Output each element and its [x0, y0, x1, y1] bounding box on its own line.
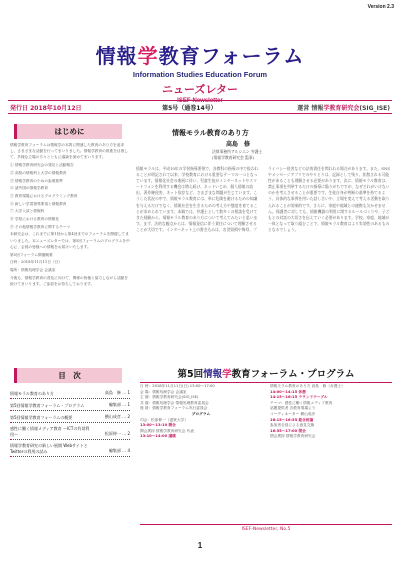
toc-item-author: 高島 修 … 1 [104, 390, 130, 395]
toc-item-title: 第5回情報学教育フォーラム・プログラム [10, 402, 85, 408]
intro-paragraph: 今後も、情報学教育の普及に向けて、関係の皆様と協力しながら活動を続けてまいります。ご参加をお待ちしております。 [10, 275, 128, 286]
intro-paragraph: 本研究会は、これまでに第1回から第4回までのフォーラムを開催してまいりました。本ニューズレターでは、第5回フォーラムのプログラムを中心に、会員の皆様への情報をお届けいたします。 [10, 232, 130, 249]
toc-item-author: 松原伸一 … 2 [104, 431, 130, 436]
intro-paragraph: ⑨ その他情報学教育に関するテーマ [10, 224, 71, 229]
program-item: 主 催：情報学教育研究会(SIG_ISE) [140, 395, 199, 400]
program-item: 13:00〜13:10 開会 [140, 423, 176, 428]
program-item: 会 場：情報処理学会 会議室 [140, 389, 187, 394]
intro-paragraph: ⑥ 新しい学習指導要領と情報教育 [10, 201, 67, 206]
program-item: 後 援：情報学教育フォーラム実行委員会 [140, 406, 208, 411]
masthead-subtitle: Information Studies Education Forum [132, 70, 268, 79]
program-item: 話題提供者 各教育現場より [270, 406, 316, 411]
program-item: 14:15〜16:15 ラウンドテーブル [270, 395, 328, 400]
toc-item-title: 情報モラル教育のあり方 [10, 390, 54, 396]
intro-paragraph: ③ 情報学教育のための参照基準 [10, 178, 63, 183]
feature-article [136, 124, 392, 342]
publish-date: 発行日 2018年10月12日 [10, 104, 82, 112]
intro-paragraph: 場所：情報処理学会 会議室 [10, 267, 56, 272]
program-item: 司会：松原伸一（滋賀大学） [140, 417, 188, 422]
intro-paragraph: ② 高校の情報科と大学の情報教育 [10, 170, 67, 175]
intro-paragraph: 情報学教育フォーラムは情報学の本質に関連した教育のあり方を追求し、さまざまな活動を行ってまいりました。情報学教育の推進を目指して、多様な立場の方々とともに議論を深めてまいります。 [10, 143, 128, 160]
program-title-post: 教育フォーラム・プログラム [231, 369, 355, 380]
article-body: 情報モラルは、平成10年の学習指導要領で、各教科の指導の中で扱われることが明記されて以来、学校教育における重要なテーマの一つとなっています。情報化社会の進展に伴い、児童生徒がインターネットやスマートフォンを利用する機会は増え続け、ネットいじめ、個人情報の流出、著作権侵害、ネット依存など、さまざまな問題が生じています。こうした状況の中で、情報モラル教育には、単に危険を避けるための知識を与えるだけでなく、情報社会を生きるための考え方や態度を育てることが求められています。本稿では、弁護士として数多くの相談を受けてきた経験から、情報モラル教育のあり方について考えてみたいと思います。まず、法的な観点からは、情報発信に伴う責任について理解させることが大切です。インターネット上の書き込みは、名誉毀損や侮辱、プライバシー侵害などの法的責任を問われる場合があります。また、SNSやメッセージアプリでのやりとりは、記録として残り、拡散される可能性があることも理解させる必要があります。次に、情報モラル教育は、禁止事項を列挙するだけの指導に陥りがちですが、なぜそれがいけないのかを考えさせることが重要です。生徒自身が判断の基準を持てるよう、具体的な事例を用いた話し合いや、立場を変えて考える活動を取り入れることが効果的です。さらに、家庭や地域との連携も欠かせません。保護者に対しても、情報機器の利用に関するルールづくりや、子どもとの対話の大切さを伝えていく必要があります。学校、家庭、地域が一体となって取り組むことで、情報モラル教育はより実効性のあるものとなるでしょう。 [136, 166, 390, 232]
program-title-highlight-2: 学 [222, 369, 232, 380]
masthead-title-highlight: 学 [137, 44, 159, 68]
intro-section [10, 142, 130, 360]
program-item: 13:10〜14:00 講演 [140, 434, 176, 439]
article-author: 高島 修 [226, 141, 251, 148]
program-item: 14:00〜14:15 休憩 [270, 389, 306, 394]
table-of-contents [10, 387, 130, 457]
intro-paragraph: ④ 諸外国の情報学教育 [10, 186, 49, 191]
page-number: 1 [197, 541, 203, 550]
intro-paragraph: 日時：2018年11月11日（日） [10, 260, 62, 265]
toc-item-author: 編集部 … 4 [108, 448, 130, 453]
masthead-newsletter: ニューズレター [161, 83, 238, 96]
toc-item-title: 感性に働く情報メディア教育 〜ICTの有効利用〜 [10, 426, 90, 437]
toc-heading: 目 次 [14, 368, 122, 383]
article-affiliation-2: (情報学教育研究会 監事) [212, 155, 255, 160]
program-item: 情報モラル教育のあり方 高島 修（弁護士） [270, 384, 345, 388]
masthead-title-post: 教育フォーラム [158, 44, 305, 68]
program-item: コーディネーター 横山成彦 [270, 411, 316, 416]
organization-highlight: 学教育研究会 [323, 104, 360, 112]
masthead-isef: ISEF-Newsletter [177, 98, 223, 104]
toc-item[interactable] [10, 399, 130, 411]
article-affiliation-1: 法律事務所アルシエン 弁護士 [212, 149, 263, 154]
program-title-highlight: 情報 [203, 369, 223, 380]
toc-item[interactable] [10, 411, 130, 423]
toc-item-author: 編集部 … 1 [108, 402, 130, 407]
program-item: 参加者全員による意見交換 [270, 423, 315, 428]
article-title: 情報モラル教育のあり方 [172, 129, 249, 137]
program-item: 日 時：2018年11月11日(日) 13:00〜17:00 [140, 384, 215, 388]
intro-paragraph: ⑦ 大学入試と情報科 [10, 209, 45, 214]
organization-pre: 運営 情報 [297, 104, 324, 112]
toc-item[interactable] [10, 423, 130, 440]
program-title-pre: 第5回 [177, 369, 204, 380]
intro-paragraph: 第5回フォーラム開催概要 [10, 252, 53, 257]
toc-item[interactable] [10, 387, 130, 399]
toc-item-author: 横山成彦 … 2 [104, 414, 130, 419]
toc-item[interactable] [10, 440, 130, 457]
program-item: 共 催：情報処理学会 情報処理教育委員会 [140, 400, 209, 405]
issue-number: 第5号（通巻14号） [162, 104, 217, 112]
version-label: Version 2.3 [367, 4, 394, 10]
program-item: 閉会挨拶 情報学教育研究会 [270, 434, 316, 439]
intro-paragraph: ① 情報学教育研究会の発足と活動報告 [10, 163, 74, 168]
masthead-title [0, 40, 400, 69]
intro-paragraph: ⑤ 教育現場におけるプログラミング教育 [10, 193, 78, 198]
toc-item-title: 情報学教育研究の新しい展開 WebサイトとTwitterの利用の試み [10, 443, 88, 454]
program-title [140, 366, 392, 383]
program-list [140, 384, 392, 522]
program-item: プログラム [191, 411, 211, 416]
intro-heading: はじめに [14, 124, 122, 139]
program-item: 16:55〜17:00 閉会 [270, 428, 306, 433]
organization [297, 103, 390, 112]
program-item: テーマ：感性に働く情報メディア教育 [270, 400, 333, 405]
organization-post: (SIG_ISE) [359, 104, 390, 112]
masthead [0, 40, 400, 104]
program-item: 開会挨拶 情報学教育研究会 代表 [140, 428, 194, 433]
masthead-title-pre: 情報 [95, 44, 138, 68]
toc-item-title: 第5回情報学教育フォーラムの概要 [10, 414, 73, 420]
issue-bar [8, 100, 392, 114]
footer-label: ISEF-Newsletter, No.5 [140, 524, 392, 532]
intro-paragraph: ⑧ 学校における教育の情報化 [10, 217, 60, 222]
program-item: 16:15〜16:55 総合討論 [270, 417, 314, 422]
